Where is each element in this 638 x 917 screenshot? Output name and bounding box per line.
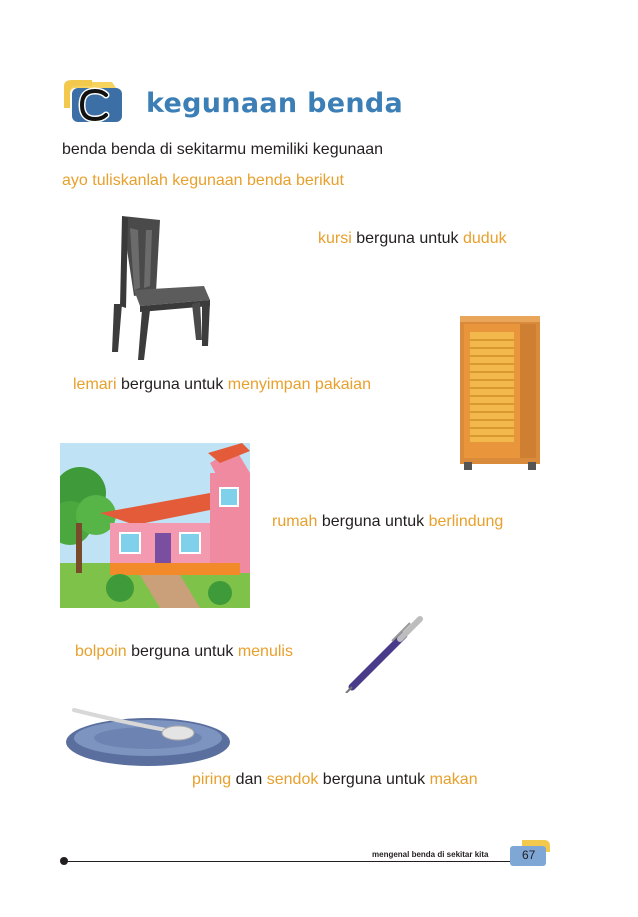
object-name: bolpoin [75,643,127,660]
object-use: menyimpan pakaian [227,376,371,393]
and-text: dan [235,771,263,788]
item-bolpoin-sentence [75,643,293,661]
object-name: kursi [318,230,352,247]
instruction-text: ayo tuliskanlah kegunaan benda berikut [62,172,344,189]
object-name: lemari [73,376,117,393]
house-image [60,443,250,608]
footer-divider [64,861,534,862]
chair-image [100,212,216,362]
object-name: rumah [272,513,318,530]
object-use: duduk [463,230,507,247]
connector-text: berguna untuk [322,771,426,788]
object-use: makan [429,771,478,788]
connector-text: berguna untuk [121,376,224,393]
connector-text: berguna untuk [356,230,459,247]
connector-text: berguna untuk [321,513,425,530]
page-number: 67 [522,848,536,862]
object-use: berlindung [428,513,504,530]
plate-spoon-image [62,704,238,772]
item-piring-sendok-sentence [192,771,478,789]
c-letter-logo-icon [62,78,124,124]
object-name: piring [192,771,232,788]
footer-chapter-title: mengenal benda di sekitar kita [372,850,489,859]
pen-image [344,615,426,693]
page-title: kegunaan benda [146,88,403,119]
object-use: menulis [237,643,293,660]
item-lemari-sentence [73,376,371,394]
wardrobe-image [456,312,546,472]
object-name-2: sendok [266,771,319,788]
intro-text: benda benda di sekitarmu memiliki kegunaan [62,141,384,158]
connector-text: berguna untuk [131,643,234,660]
item-kursi-sentence [318,230,507,248]
item-rumah-sentence [272,513,503,531]
